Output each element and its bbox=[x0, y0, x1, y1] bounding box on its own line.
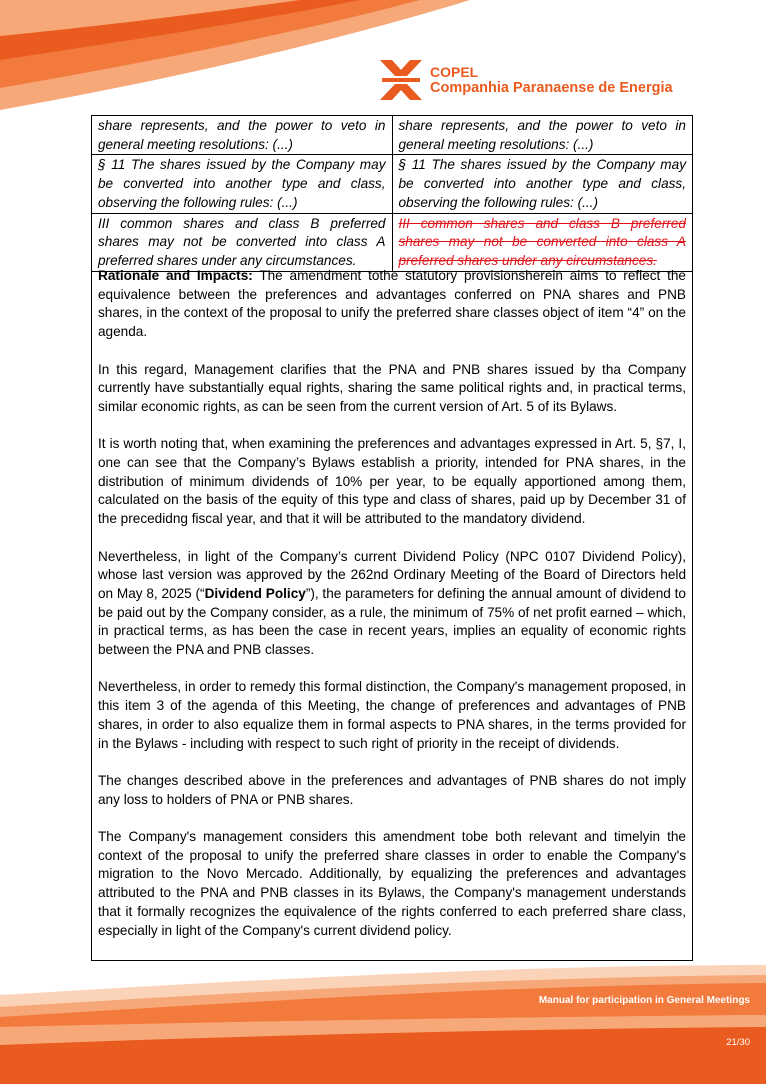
rationale-section bbox=[91, 264, 693, 961]
rationale-paragraph: The Company's management considers this amendment tobe both relevant and timelyin the context of the proposal to unify the preferred share classes in order to enable the Company's migration to the Novo Mercado. Additionally, by equalizing the preferences and advantages attributed to the PNA and PNB classes in its Bylaws, the Company's management understands that it formally recognizes the equivalence of the rights conferred to each preferred share class, especially in light of the Company's current dividend policy. bbox=[98, 829, 686, 938]
current-text-cell: III common shares and class B preferred shares may not be converted into class A preferred shares under any circumstances. bbox=[92, 213, 393, 271]
logo-name: COPEL bbox=[430, 64, 479, 80]
table-row bbox=[92, 213, 693, 271]
footer-title: Manual for participation in General Meetings bbox=[538, 995, 750, 1006]
copel-logo-icon bbox=[380, 60, 422, 100]
proposed-deleted-cell bbox=[392, 213, 693, 271]
bylaws-comparison-table bbox=[91, 115, 693, 272]
deleted-text: III common shares and class B preferred shares may not be converted into class A preferred shares under any circumstances. bbox=[398, 215, 686, 268]
rationale-intro-text: The amendment tothe statutory provisionsherein aims to reflect the equivalence between the preferences and advantages conferred on PNA shares and PNB shares, in the context of the proposal to unify the preferred share classes object of item “4” on the agenda. bbox=[98, 268, 686, 340]
rationale-paragraph bbox=[98, 267, 686, 342]
bottom-swoosh-decoration bbox=[0, 955, 766, 1084]
rationale-paragraph: The changes described above in the preferences and advantages of PNB shares do not imply any loss to holders of PNA or PNB shares. bbox=[98, 772, 686, 807]
proposed-text-cell: share represents, and the power to veto in general meeting resolutions: (...) bbox=[392, 116, 693, 155]
rationale-paragraph: It is worth noting that, when examining the preferences and advantages expressed in Art. 5, §7, I, one can see that the Company’s Bylaws establish a priority, intended for PNA shares, in the distribution of minimum dividends of 10% per year, to be equally apportioned among them, calculated on the basis of the equity of this type and class of shares, paid up by December 31 of the precedidng fiscal year, and that it will be attributed to the mandatory dividend. bbox=[98, 436, 686, 527]
table-row bbox=[92, 155, 693, 213]
proposed-text-cell: § 11 The shares issued by the Company may be converted into another type and class, observing the following rules: (...) bbox=[392, 155, 693, 213]
text-segment: Nevertheless, in light of the Company’s current Dividend Policy (NPC 0107 Dividend Policy), whose last version was approved by the 262nd Ordinary Meeting of the Board of Directors held on May 8, 2025 (“ bbox=[98, 548, 686, 601]
company-logo bbox=[380, 60, 673, 100]
rationale-label: Rationale and Impacts: bbox=[98, 268, 253, 283]
text-segment: ”), the parameters for defining the annual amount of dividend to be paid out by the Company consider, as a rule, the minimum of 75% of net profit earned – which, in practical terms, as has been the case in recent years, implies an equality of economic rights between the PNA and PNB classes. bbox=[98, 585, 686, 658]
company-name: Companhia Paranaense de Energia bbox=[430, 80, 673, 96]
dividend-policy-term: Dividend Policy bbox=[204, 585, 306, 601]
current-text-cell: § 11 The shares issued by the Company may be converted into another type and class, observing the following rules: (...) bbox=[92, 155, 393, 213]
current-text-cell: share represents, and the power to veto in general meeting resolutions: (...) bbox=[92, 116, 393, 155]
rationale-paragraph: In this regard, Management clarifies that the PNA and PNB shares issued by tha Company currently have substantially equal rights, sharing the same political rights and, in practical terms, similar economic rights, as can be seen from the current version of Art. 5 of its Bylaws. bbox=[98, 361, 686, 414]
page-number: 21/30 bbox=[726, 1037, 750, 1048]
rationale-paragraph: Nevertheless, in order to remedy this formal distinction, the Company's management proposed, in this item 3 of the agenda of this Meeting, the change of preferences and advantages of PNB shares, in order to also equalize them in formal aspects to PNA shares, in the terms provided for in the Bylaws - including with respect to such right of priority in the receipt of dividends. bbox=[98, 679, 686, 751]
rationale-paragraph bbox=[98, 548, 686, 660]
table-row bbox=[92, 116, 693, 155]
